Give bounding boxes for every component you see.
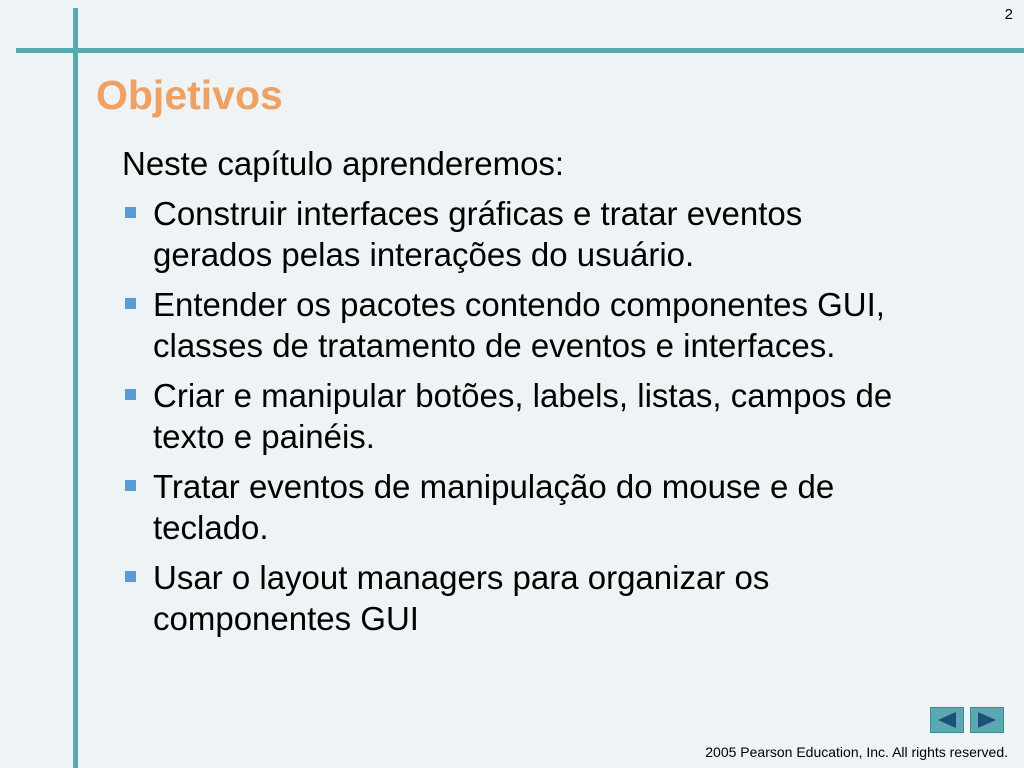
square-bullet-icon [125, 207, 136, 218]
horizontal-rule [16, 48, 1024, 53]
bullet-text: Criar e manipular botões, labels, listas, campos de texto e painéis. [153, 377, 893, 455]
bullet-item [122, 284, 922, 366]
bullet-item [122, 375, 922, 457]
slide-navigation [930, 707, 1004, 733]
intro-text: Neste capítulo aprenderemos: [122, 145, 565, 182]
triangle-right-icon [976, 711, 998, 729]
vertical-rule [73, 8, 78, 768]
slide-title: Objetivos [96, 72, 283, 118]
bullet-list [122, 193, 922, 648]
square-bullet-icon [125, 480, 136, 491]
bullet-item [122, 466, 922, 548]
square-bullet-icon [125, 389, 136, 400]
bullet-text: Construir interfaces gráficas e tratar eventos gerados pelas interações do usuário. [153, 195, 803, 273]
bullet-text: Tratar eventos de manipulação do mouse e de teclado. [153, 468, 835, 546]
previous-slide-button[interactable] [930, 707, 964, 733]
triangle-left-icon [936, 711, 958, 729]
square-bullet-icon [125, 298, 136, 309]
square-bullet-icon [125, 571, 136, 582]
next-slide-button[interactable] [970, 707, 1004, 733]
copyright-footer: 2005 Pearson Education, Inc. All rights reserved. [705, 744, 1008, 760]
bullet-text: Usar o layout managers para organizar os componentes GUI [153, 559, 770, 637]
page-number: 2 [1004, 6, 1013, 23]
bullet-text: Entender os pacotes contendo componentes GUI, classes de tratamento de eventos e interfaces. [153, 286, 885, 364]
bullet-item [122, 193, 922, 275]
bullet-item [122, 557, 922, 639]
